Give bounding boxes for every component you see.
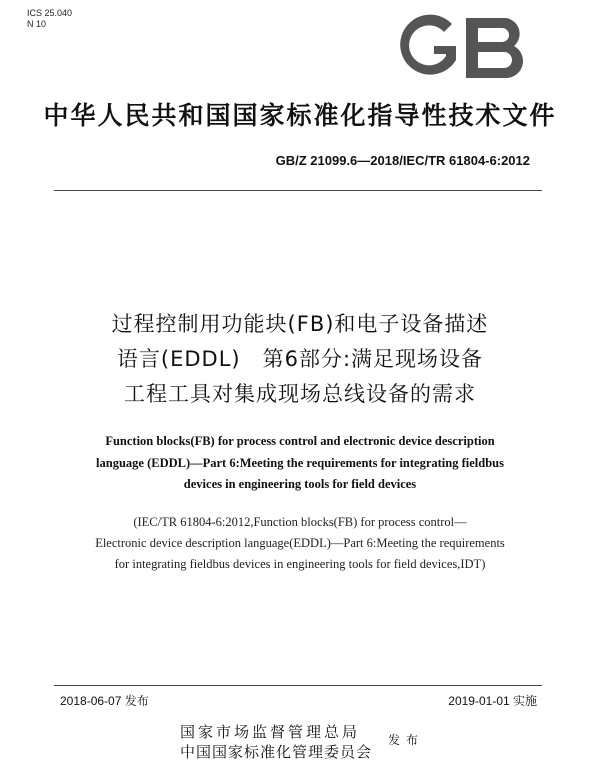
english-title-line-1: Function blocks(FB) for process control and electronic device description [105, 434, 495, 448]
ics-code: ICS 25.040 [27, 8, 73, 18]
document-type-title: 中华人民共和国国家标准化指导性技术文件 [43, 101, 557, 130]
english-title-line-2: language (EDDL)—Part 6:Meeting the requirements for integrating fieldbus [96, 456, 504, 470]
chinese-title-line-2: 语言(EDDL) 第6部分:满足现场设备 [116, 347, 484, 371]
chinese-title-line-1: 过程控制用功能块(FB)和电子设备描述 [111, 312, 489, 336]
standard-number: GB/Z 21099.6—2018/IEC/TR 61804-6:2012 [275, 153, 530, 168]
idt-note-line-3: for integrating fieldbus devices in engineering tools for field devices,IDT) [114, 557, 486, 571]
logo-text: GB [468, 82, 470, 83]
gb-logo [394, 10, 542, 84]
implement-date: 2019-01-01 实施 [448, 694, 537, 708]
idt-note-line-2: Electronic device description language(EDDL)—Part 6:Meeting the requirements [95, 536, 505, 550]
header-divider [54, 190, 542, 191]
issue-label: 发布 [388, 733, 425, 747]
idt-note-line-1: (IEC/TR 61804-6:2012,Function blocks(FB) for process control— [133, 515, 467, 529]
footer-divider [54, 685, 542, 686]
issuer-line-2: 中国国家标准化管理委员会 [180, 743, 373, 761]
category-code: N 10 [27, 19, 47, 29]
english-title-line-3: devices in engineering tools for field devices [183, 477, 417, 491]
issuer-line-1: 国家市场监督管理总局 [180, 723, 361, 741]
ics-classification [27, 8, 72, 30]
chinese-title-line-3: 工程工具对集成现场总线设备的需求 [124, 382, 476, 406]
publish-date: 2018-06-07 发布 [60, 694, 149, 708]
